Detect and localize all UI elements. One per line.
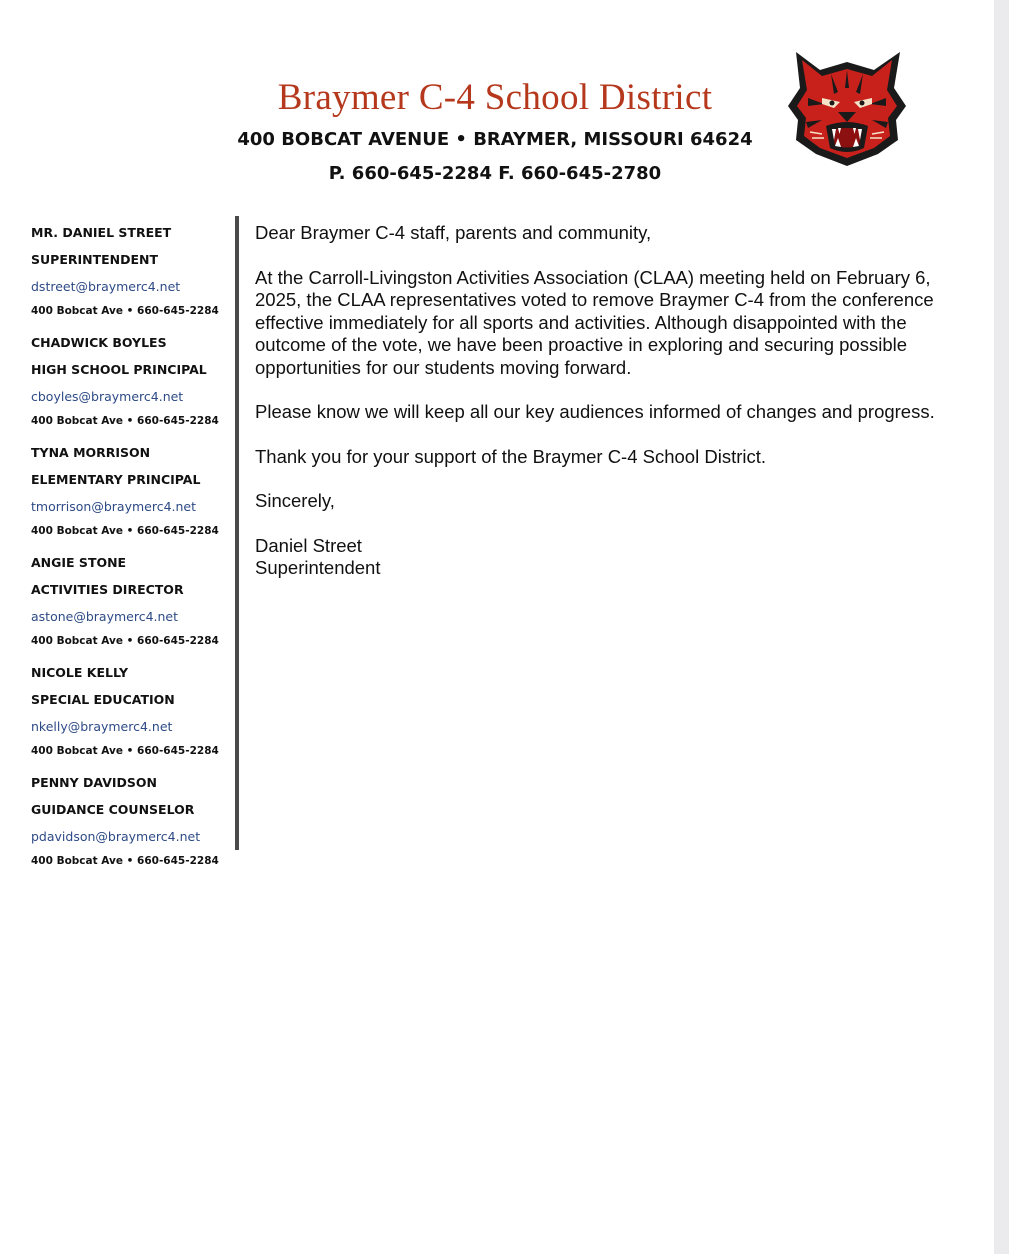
contact-email-link[interactable]: nkelly@braymerc4.net bbox=[31, 719, 173, 734]
letter-closing: Sincerely, bbox=[255, 490, 335, 511]
contact-name: ANGIE STONE bbox=[31, 555, 127, 570]
letter-paragraph: At the Carroll-Livingston Activities Association (CLAA) meeting held on February 6, 2025, the CLAA representatives voted to remove Braymer C-4 from the conference effective immediately for all sports and activities. Although disappointed with the outcome of the vote, we have been proactive in exploring and securing possible opportunities for our students moving forward. bbox=[255, 266, 934, 378]
letter-greeting: Dear Braymer C-4 staff, parents and community, bbox=[255, 222, 652, 243]
contact-name: NICOLE KELLY bbox=[31, 665, 129, 680]
sidebar-divider bbox=[235, 216, 239, 850]
bobcat-mascot-icon bbox=[786, 48, 908, 168]
contact-title: GUIDANCE COUNSELOR bbox=[31, 802, 195, 817]
contact-name: CHADWICK BOYLES bbox=[31, 335, 167, 350]
contact-entry bbox=[31, 772, 231, 874]
contact-email-link[interactable]: dstreet@braymerc4.net bbox=[31, 279, 181, 294]
contact-email-link[interactable]: pdavidson@braymerc4.net bbox=[31, 829, 201, 844]
signer-name: Daniel Street bbox=[255, 534, 362, 556]
contact-entry bbox=[31, 662, 231, 764]
contact-title: HIGH SCHOOL PRINCIPAL bbox=[31, 362, 207, 377]
contact-entry bbox=[31, 332, 231, 434]
contact-title: ELEMENTARY PRINCIPAL bbox=[31, 472, 201, 487]
contact-name: MR. DANIEL STREET bbox=[31, 225, 172, 240]
contact-address: 400 Bobcat Ave • 660-645-2284 bbox=[31, 525, 219, 537]
contact-address: 400 Bobcat Ave • 660-645-2284 bbox=[31, 745, 219, 757]
district-phones: P. 660-645-2284 F. 660-645-2780 bbox=[328, 163, 662, 184]
district-name: Braymer C-4 School District bbox=[277, 77, 713, 118]
contact-email-link[interactable]: astone@braymerc4.net bbox=[31, 609, 179, 624]
contact-email-link[interactable]: cboyles@braymerc4.net bbox=[31, 389, 184, 404]
contact-entry bbox=[31, 222, 231, 324]
contact-address: 400 Bobcat Ave • 660-645-2284 bbox=[31, 635, 219, 647]
contact-title: SUPERINTENDENT bbox=[31, 252, 159, 267]
contact-title: SPECIAL EDUCATION bbox=[31, 692, 175, 707]
contact-title: ACTIVITIES DIRECTOR bbox=[31, 582, 184, 597]
contact-name: PENNY DAVIDSON bbox=[31, 775, 158, 790]
contact-address: 400 Bobcat Ave • 660-645-2284 bbox=[31, 855, 219, 867]
letter-paragraph: Please know we will keep all our key audiences informed of changes and progress. bbox=[255, 401, 935, 422]
contact-address: 400 Bobcat Ave • 660-645-2284 bbox=[31, 415, 219, 427]
letter-paragraph: Thank you for your support of the Braymer C-4 School District. bbox=[255, 445, 767, 467]
contact-address: 400 Bobcat Ave • 660-645-2284 bbox=[31, 305, 219, 317]
contact-name: TYNA MORRISON bbox=[31, 445, 151, 460]
viewer-gutter bbox=[994, 0, 1009, 1254]
signer-title: Superintendent bbox=[255, 557, 381, 578]
contact-entry bbox=[31, 552, 231, 654]
contact-email-link[interactable]: tmorrison@braymerc4.net bbox=[31, 499, 197, 514]
letter-body bbox=[255, 222, 935, 580]
staff-directory bbox=[31, 222, 231, 882]
district-address: 400 BOBCAT AVENUE • BRAYMER, MISSOURI 64624 bbox=[237, 129, 753, 150]
contact-entry bbox=[31, 442, 231, 544]
